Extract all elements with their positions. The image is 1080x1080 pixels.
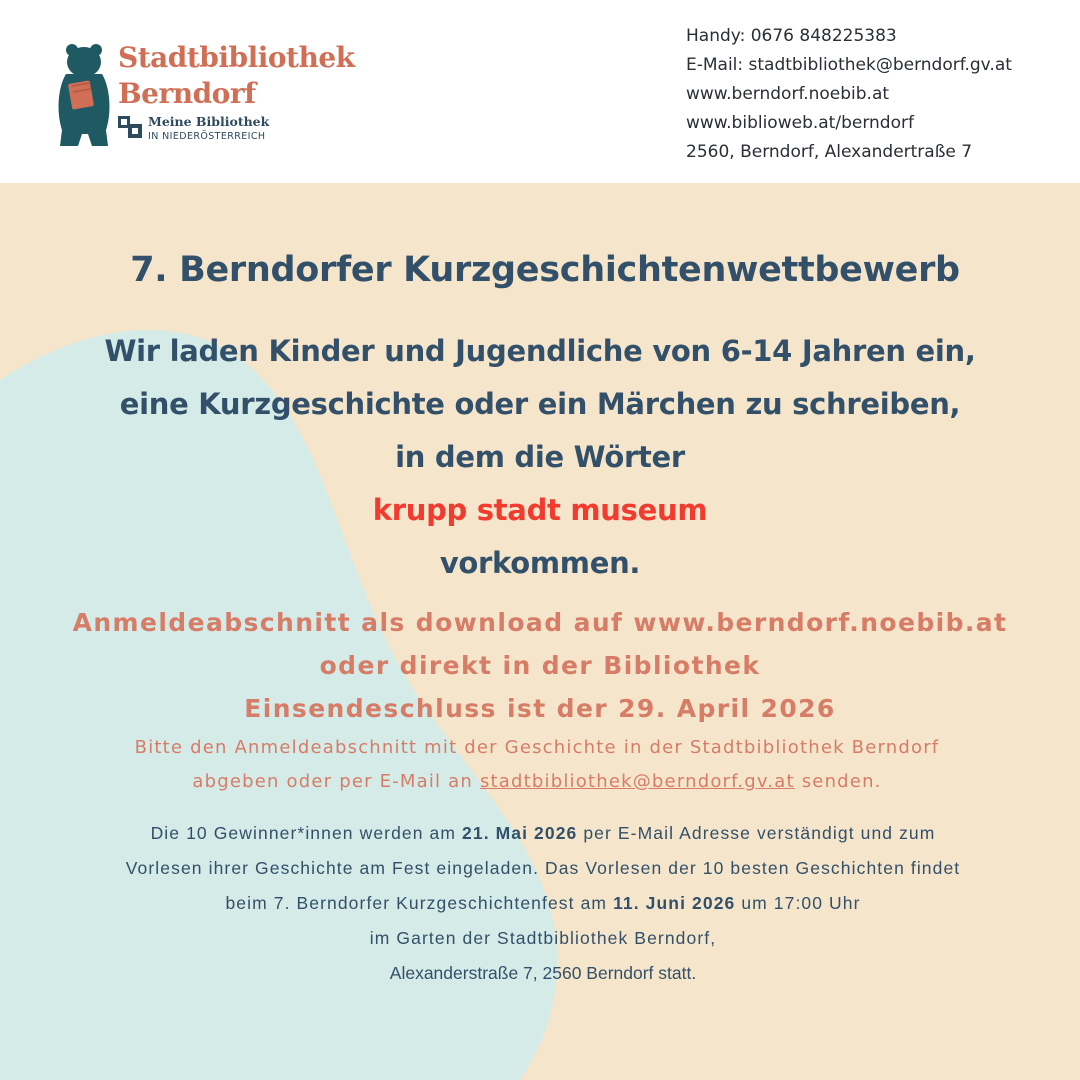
logo-city: Berndorf — [118, 77, 256, 110]
invite-line: eine Kurzgeschichte oder ein Märchen zu schreiben, — [119, 387, 961, 421]
winners-text: per E-Mail Adresse verständigt und zum — [577, 823, 936, 843]
winners-line: im Garten der Stadtbibliothek Berndorf, — [369, 928, 717, 948]
invite-line: Wir laden Kinder und Jugendliche von 6-14 Jahren ein, — [104, 334, 976, 368]
submission-post: senden. — [794, 771, 882, 792]
contact-address: 2560, Berndorf, Alexandertraße 7 — [686, 142, 973, 162]
winners-text: um 17:00 Uhr — [735, 893, 861, 913]
winners-text: Die 10 Gewinner*innen werden am — [150, 823, 463, 843]
contact-phone: Handy: 0676 848225383 — [686, 26, 897, 46]
logo-name: Stadtbibliothek — [118, 41, 355, 74]
contact-info — [686, 22, 1012, 167]
notification-date: 21. Mai 2026 — [462, 823, 578, 843]
winners-line: Vorlesen ihrer Geschichte am Fest eingeladen. Das Vorlesen der 10 besten Geschichten findet — [125, 858, 961, 878]
submission-line — [0, 765, 1074, 799]
winners-line: Alexanderstraße 7, 2560 Berndorf statt. — [389, 963, 697, 983]
submission-info — [0, 731, 1074, 799]
winners-line — [0, 886, 1080, 921]
noe-library-icon — [118, 116, 144, 138]
submission-email-link[interactable]: stadtbibliothek@berndorf.gv.at — [479, 771, 795, 792]
page-title: 7. Berndorfer Kurzgeschichtenwettbewerb — [130, 250, 960, 290]
logo-region: IN NIEDERÖSTERREICH — [148, 131, 266, 142]
contact-website[interactable]: www.berndorf.noebib.at — [686, 84, 890, 104]
festival-date: 11. Juni 2026 — [613, 893, 736, 913]
winners-line — [0, 816, 1080, 851]
deadline-line: Einsendeschluss ist der 29. April 2026 — [244, 694, 836, 723]
invite-end: vorkommen. — [439, 546, 641, 580]
registration-line: Anmeldeabschnitt als download auf www.berndorf.noebib.at — [72, 608, 1008, 637]
registration-line: oder direkt in der Bibliothek — [319, 651, 761, 680]
bear-icon — [56, 42, 116, 150]
highlight-words: krupp stadt museum — [372, 493, 708, 527]
logo-wordmark — [118, 40, 355, 112]
registration-info — [0, 601, 1080, 730]
winners-info — [0, 816, 1080, 991]
logo-subtitle: Meine Bibliothek — [148, 114, 270, 129]
submission-pre: abgeben oder per E-Mail an — [192, 771, 480, 792]
contact-email[interactable]: E-Mail: stadtbibliothek@berndorf.gv.at — [686, 55, 1012, 75]
invite-line: in dem die Wörter — [395, 440, 685, 474]
submission-line: Bitte den Anmeldeabschnitt mit der Geschichte in der Stadtbibliothek Berndorf — [134, 737, 940, 758]
invitation-text — [0, 325, 1080, 590]
winners-text: beim 7. Berndorfer Kurzgeschichtenfest am — [225, 893, 614, 913]
contact-biblioweb[interactable]: www.biblioweb.at/berndorf — [686, 113, 914, 133]
